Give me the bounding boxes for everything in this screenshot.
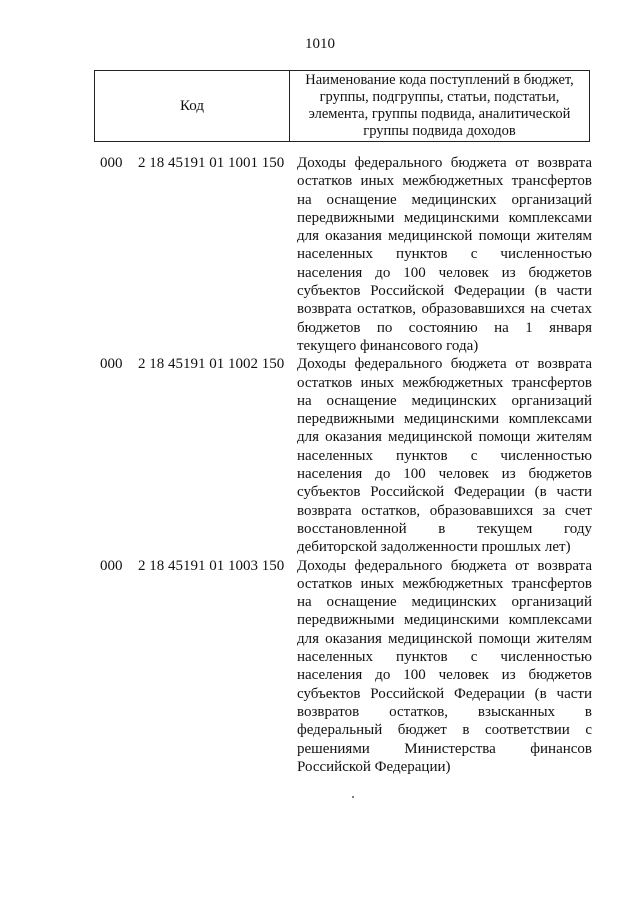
table-header	[94, 70, 590, 142]
table-row	[100, 557, 592, 777]
description-line: Российской Федерации)	[297, 758, 451, 775]
description-line: на оснащение медицинских организаций	[297, 392, 592, 409]
description-line: населенных пунктов с численностью	[297, 246, 592, 263]
description-line: восстановленной в текущем году	[297, 520, 592, 537]
description-line: населения до 100 человек из бюджетов	[297, 667, 592, 684]
description-line: субъектов Российской Федерации (в части	[297, 283, 592, 300]
description-line: дебиторской задолженности прошлых лет)	[297, 539, 571, 556]
entry-code	[100, 154, 297, 172]
description-line: текущего финансового года)	[297, 337, 479, 354]
description-line: остатков иных межбюджетных трансфертов	[297, 575, 592, 592]
description-line: возврата остатков, образовавшихся на счетах	[297, 301, 592, 318]
description-line: на оснащение медицинских организаций	[297, 191, 592, 208]
description-line: субъектов Российской Федерации (в части	[297, 484, 592, 501]
description-line: населения до 100 человек из бюджетов	[297, 466, 592, 483]
description-line: остатков иных межбюджетных трансфертов	[297, 173, 592, 190]
description-line: остатков иных межбюджетных трансфертов	[297, 374, 592, 391]
description-line: передвижными медицинскими комплексами	[297, 612, 592, 629]
description-line: возврата остатков, образовавшихся за счет	[297, 502, 592, 519]
entry-description	[297, 355, 592, 556]
description-line: населенных пунктов с численностью	[297, 649, 592, 666]
description-line: Доходы федерального бюджета от возврата	[297, 155, 592, 171]
entry-code	[100, 355, 297, 373]
description-line: на оснащение медицинских организаций	[297, 594, 592, 611]
admin-code: 000	[100, 155, 123, 171]
description-line: населенных пунктов с численностью	[297, 447, 592, 464]
entry-description	[297, 154, 592, 355]
description-line: для оказания медицинской помощи жителям	[297, 429, 592, 446]
description-line: передвижными медицинскими комплексами	[297, 209, 592, 226]
header-code-cell: Код	[95, 71, 290, 141]
revenue-code: 2 18 45191 01 1002 150	[138, 356, 285, 373]
scan-speck	[352, 796, 354, 798]
table-row	[100, 154, 592, 355]
table-row	[100, 355, 592, 556]
revenue-code: 2 18 45191 01 1003 150	[138, 557, 285, 574]
admin-code: 000	[100, 557, 123, 574]
description-line: федеральный бюджет в соответствии с	[297, 722, 592, 739]
entry-description	[297, 557, 592, 777]
description-line: возвратов остатков, взысканных в	[297, 703, 592, 720]
revenue-code: 2 18 45191 01 1001 150	[138, 155, 285, 171]
header-name-cell: Наименование кода поступлений в бюджет, группы, подгруппы, статьи, подстатьи, элемента, группы подвида, аналитической группы подвида доходов	[305, 72, 574, 139]
admin-code: 000	[100, 356, 123, 373]
page-number: 1010	[305, 36, 335, 52]
description-line: решениями Министерства финансов	[297, 740, 592, 757]
entries-list	[100, 154, 592, 776]
description-line: субъектов Российской Федерации (в части	[297, 685, 592, 702]
description-line: бюджетов по состоянию на 1 января	[297, 319, 592, 336]
entry-code	[100, 557, 297, 575]
description-line: передвижными медицинскими комплексами	[297, 411, 592, 428]
description-line: населения до 100 человек из бюджетов	[297, 264, 592, 281]
description-line: для оказания медицинской помощи жителям	[297, 630, 592, 647]
description-line: Доходы федерального бюджета от возврата	[297, 356, 592, 373]
description-line: для оказания медицинской помощи жителям	[297, 228, 592, 245]
description-line: Доходы федерального бюджета от возврата	[297, 557, 592, 574]
